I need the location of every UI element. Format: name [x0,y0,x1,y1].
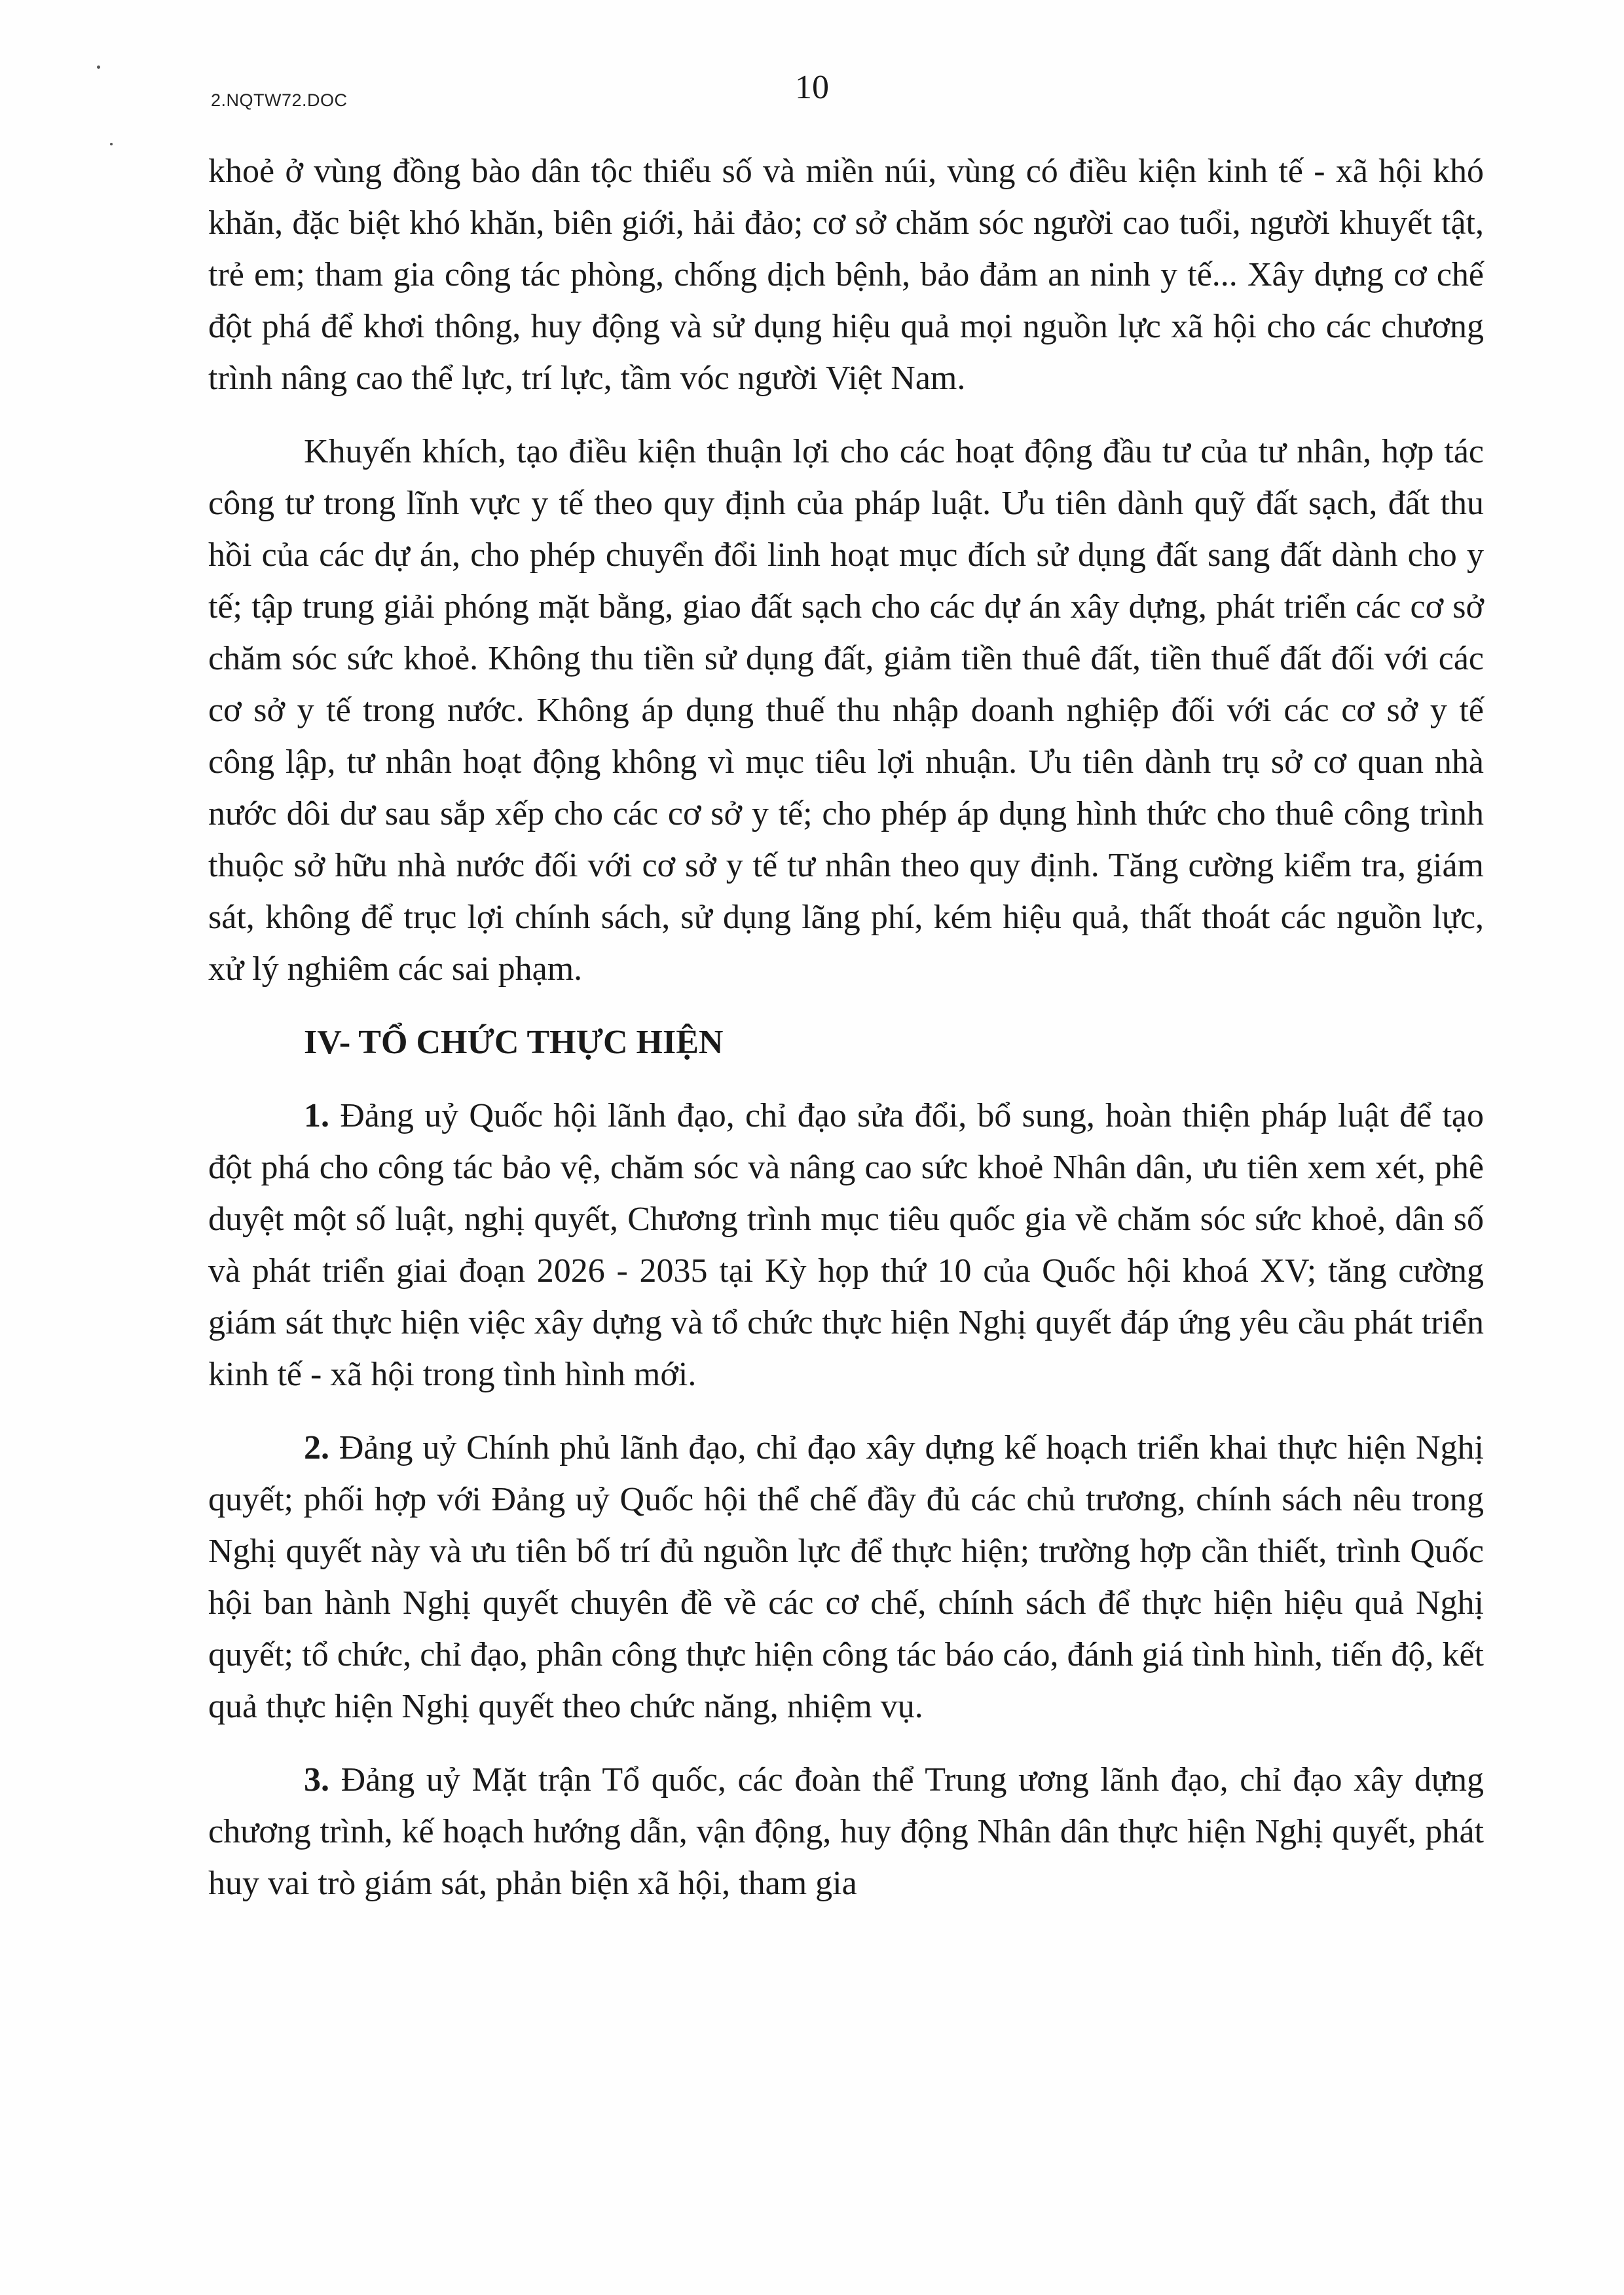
document-body [208,145,1484,1909]
list-item-3 [208,1754,1484,1909]
scan-speck [110,143,113,145]
scan-speck [97,65,100,69]
paragraph-private-investment: Khuyến khích, tạo điều kiện thuận lợi cho các hoạt động đầu tư của tư nhân, hợp tác công tư trong lĩnh vực y tế theo quy định của pháp luật. Ưu tiên dành quỹ đất sạch, đất thu hồi của các dự án, cho phép chuyển đổi linh hoạt mục đích sử dụng đất sang đất dành cho y tế; tập trung giải phóng mặt bằng, giao đất sạch cho các dự án xây dựng, phát triển các cơ sở chăm sóc sức khoẻ. Không thu tiền sử dụng đất, giảm tiền thuê đất, tiền thuế đất đối với các cơ sở y tế trong nước. Không áp dụng thuế thu nhập doanh nghiệp đối với các cơ sở y tế công lập, tư nhân hoạt động không vì mục tiêu lợi nhuận. Ưu tiên dành trụ sở cơ quan nhà nước dôi dư sau sắp xếp cho các cơ sở y tế; cho phép áp dụng hình thức cho thuê công trình thuộc sở hữu nhà nước đối với cơ sở y tế tư nhân theo quy định. Tăng cường kiểm tra, giám sát, không để trục lợi chính sách, sử dụng lãng phí, kém hiệu quả, thất thoát các nguồn lực, xử lý nghiêm các sai phạm. [208,433,1484,988]
item-text: Đảng uỷ Mặt trận Tổ quốc, các đoàn thể Trung ương lãnh đạo, chỉ đạo xây dựng chương trình, kế hoạch hướng dẫn, vận động, huy động Nhân dân thực hiện Nghị quyết, phát huy vai trò giám sát, phản biện xã hội, tham gia [208,1761,1484,1902]
list-item-1 [208,1090,1484,1400]
list-item-2 [208,1422,1484,1732]
page-number: 10 [795,69,829,106]
item-text: Đảng uỷ Quốc hội lãnh đạo, chỉ đạo sửa đổi, bổ sung, hoàn thiện pháp luật để tạo đột phá cho công tác bảo vệ, chăm sóc và nâng cao sức khoẻ Nhân dân, ưu tiên xem xét, phê duyệt một số luật, nghị quyết, Chương trình mục tiêu quốc gia về chăm sóc sức khoẻ, dân số và phát triển giai đoạn 2026 - 2035 tại Kỳ họp thứ 10 của Quốc hội khoá XV; tăng cường giám sát thực hiện việc xây dựng và tổ chức thực hiện Nghị quyết đáp ứng yêu cầu phát triển kinh tế - xã hội trong tình hình mới. [208,1097,1484,1393]
file-label: 2.NQTW72.DOC [211,90,348,110]
item-number: 2. [304,1429,329,1466]
item-number: 3. [304,1761,329,1799]
item-text: Đảng uỷ Chính phủ lãnh đạo, chỉ đạo xây dựng kế hoạch triển khai thực hiện Nghị quyết; phối hợp với Đảng uỷ Quốc hội thể chế đầy đủ các chủ trương, chính sách nêu trong Nghị quyết này và ưu tiên bố trí đủ nguồn lực để thực hiện; trường hợp cần thiết, trình Quốc hội ban hành Nghị quyết chuyên đề về các cơ chế, chính sách để thực hiện hiệu quả Nghị quyết; tổ chức, chỉ đạo, phân công thực hiện công tác báo cáo, đánh giá tình hình, tiến độ, kết quả thực hiện Nghị quyết theo chức năng, nhiệm vụ. [208,1429,1484,1725]
item-number: 1. [304,1097,329,1134]
section-heading: IV- TỔ CHỨC THỰC HIỆN [304,1024,724,1061]
paragraph-continuation: khoẻ ở vùng đồng bào dân tộc thiểu số và miền núi, vùng có điều kiện kinh tế - xã hội khó khăn, đặc biệt khó khăn, biên giới, hải đảo; cơ sở chăm sóc người cao tuổi, người khuyết tật, trẻ em; tham gia công tác phòng, chống dịch bệnh, bảo đảm an ninh y tế... Xây dựng cơ chế đột phá để khơi thông, huy động và sử dụng hiệu quả mọi nguồn lực xã hội cho các chương trình nâng cao thể lực, trí lực, tầm vóc người Việt Nam. [208,153,1484,397]
